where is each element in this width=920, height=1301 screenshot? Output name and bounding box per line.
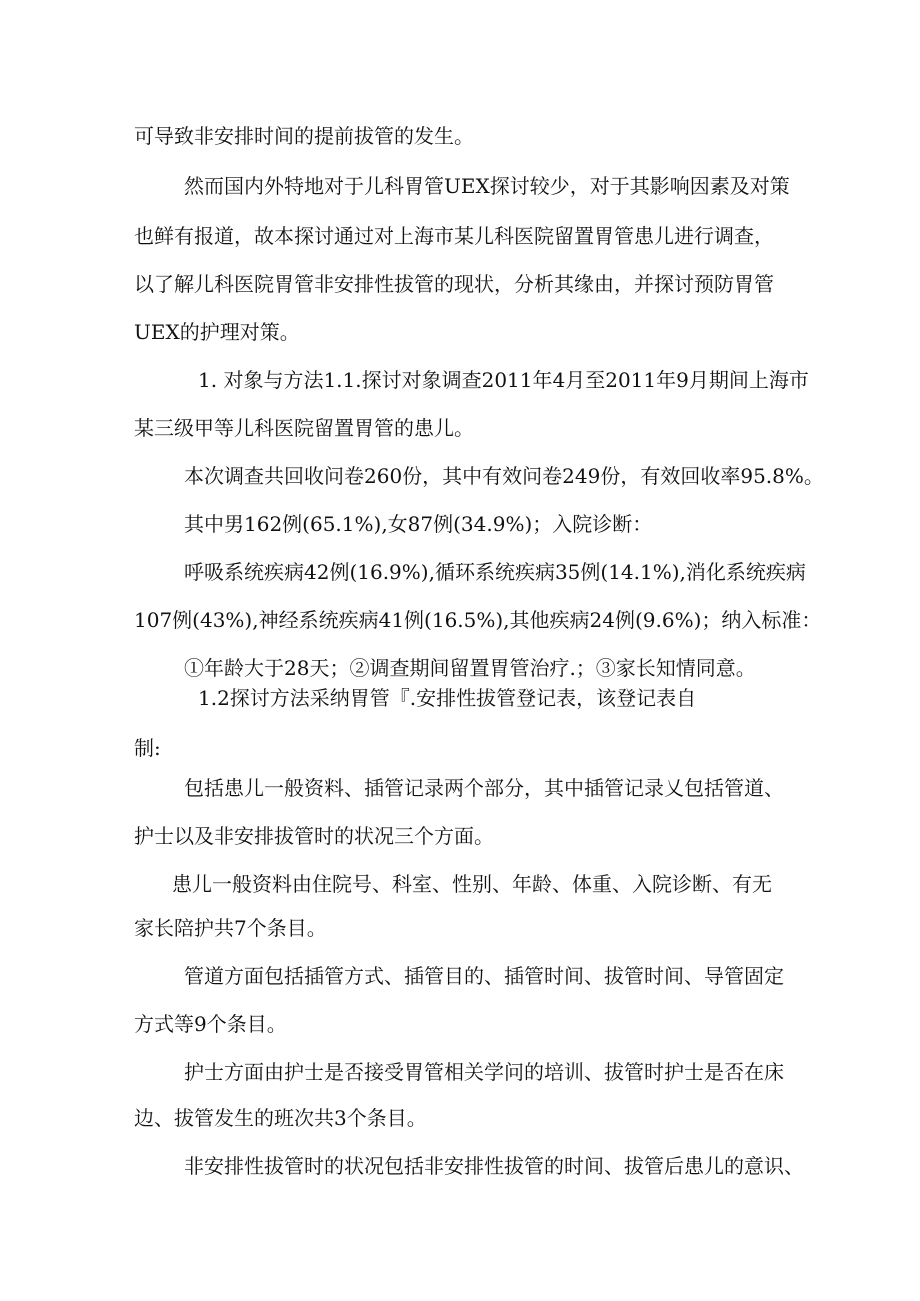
text-line: 某三级甲等儿科医院留置胃管的患儿。: [134, 416, 474, 440]
text-line: 护士方面由护士是否接受胃管相关学问的培训、拔管时护士是否在床: [184, 1060, 784, 1084]
text-line: 包括患儿一般资料、插管记录两个部分，其中插管记录乂包括管道、: [184, 776, 784, 800]
text-line: ①年龄大于28天；②调查期间留置胃管治疗.；③家长知情同意。: [184, 656, 756, 680]
text-line: UEX的护理对策。: [134, 320, 300, 344]
text-line: 也鲜有报道，故本探讨通过对上海市某儿科医院留置胃管患儿进行调查，: [134, 224, 774, 248]
text-line: 家长陪护共7个条目。: [134, 916, 327, 940]
text-line: 其中男162例(65.1%),女87例(34.9%)；入院诊断：: [184, 512, 653, 536]
text-line: 可导致非安排时间的提前拔管的发生。: [134, 124, 474, 148]
text-line: 方式等9个条目。: [134, 1012, 287, 1036]
text-line: 护士以及非安排拔管时的状况三个方面。: [134, 824, 494, 848]
text-line: 制:: [134, 736, 161, 760]
text-line: 边、拔管发生的班次共3个条目。: [134, 1106, 427, 1130]
text-line: 呼吸系统疾病42例(16.9%),循环系统疾病35例(14.1%),消化系统疾病: [184, 560, 806, 584]
text-line: 107例(43%),神经系统疾病41例(16.5%),其他疾病24例(9.6%)；纳入标准：: [134, 608, 822, 632]
text-line: 本次调查共回收问卷260份，其中有效问卷249份，有效回收率95.8%。: [184, 464, 824, 488]
text-line: 1. 对象与方法1.1.探讨对象调查2011年4月至2011年9月期间上海市: [198, 368, 809, 392]
text-line: 然而国内外特地对于儿科胃管UEX探讨较少，对于其影响因素及对策: [184, 174, 790, 198]
text-line: 管道方面包括插管方式、插管目的、插管时间、拔管时间、导管固定: [184, 964, 784, 988]
text-line: 非安排性拔管时的状况包括非安排性拔管的时间、拔管后患儿的意识、: [184, 1154, 804, 1178]
text-line: 1.2探讨方法采纳胃管『.安排性拔管登记表，该登记表自: [198, 686, 697, 710]
text-line: 患儿一般资料由住院号、科室、性别、年龄、体重、入院诊断、有无: [172, 872, 772, 896]
text-line: 以了解儿科医院胃管非安排性拔管的现状，分析其缘由，并探讨预防胃管: [134, 272, 774, 296]
